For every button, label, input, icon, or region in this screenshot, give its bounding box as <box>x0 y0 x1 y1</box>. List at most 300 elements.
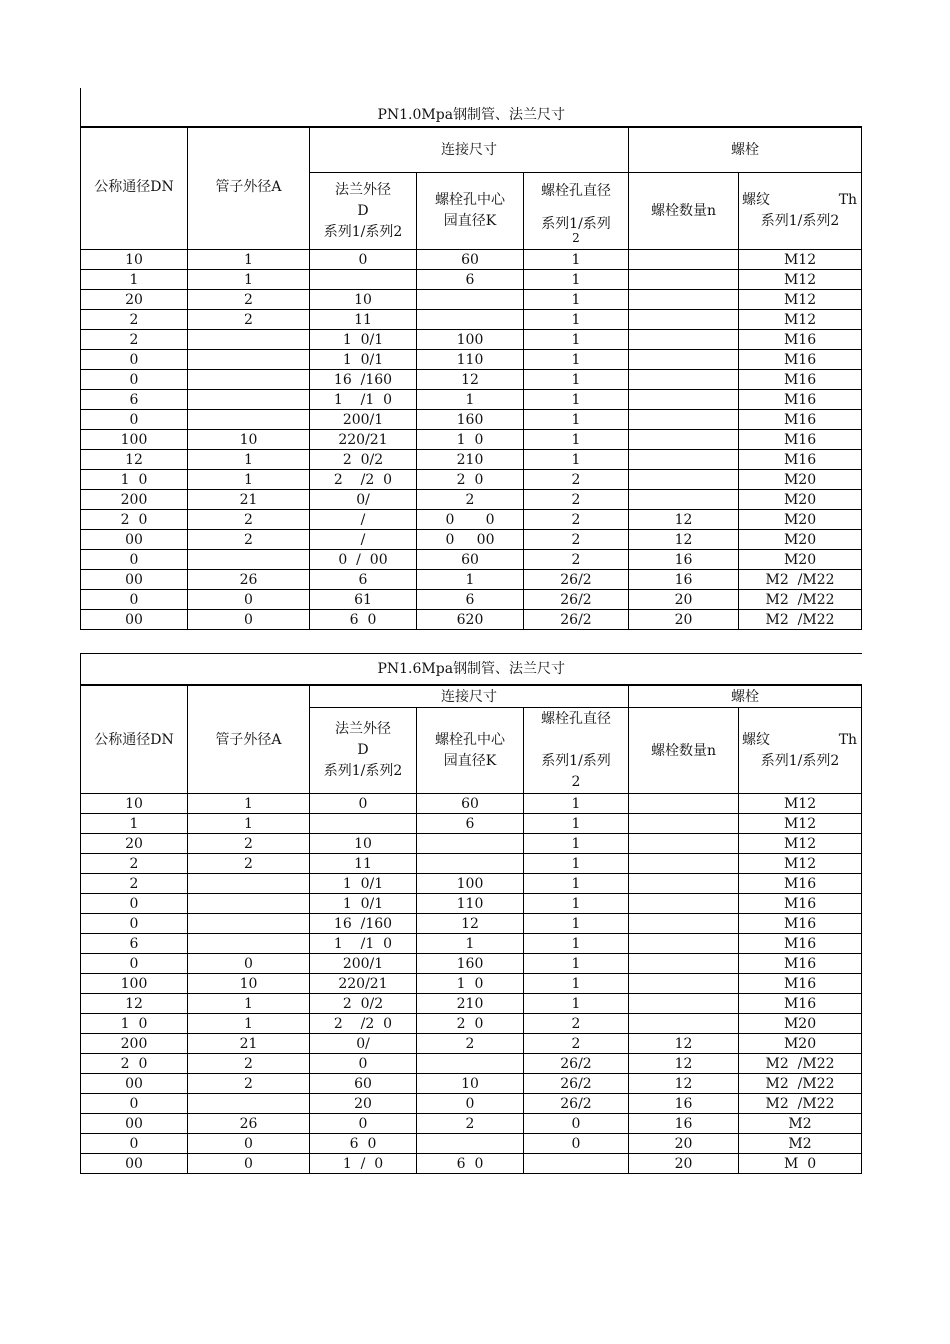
cell-bolt-count <box>629 370 739 390</box>
table-row <box>81 350 862 370</box>
cell-pipe-od <box>188 410 310 430</box>
cell-bolt-count: 12 <box>629 1054 739 1074</box>
cell-pipe-od <box>188 914 310 934</box>
cell-thread: M20 <box>739 1034 862 1054</box>
table-row <box>81 1054 862 1074</box>
cell-bolt-circle: 210 <box>417 450 524 470</box>
cell-dn: 1 0 <box>81 470 188 490</box>
cell-bolt-circle <box>417 834 524 854</box>
header-flange-od: 法兰外径 D 系列1/系列2 <box>310 173 417 250</box>
cell-bolt-hole: 1 <box>524 994 629 1014</box>
header-bolt-hole: 螺栓孔直径 系列1/系列 2 <box>524 708 629 794</box>
cell-flange-od: 0 <box>310 250 417 270</box>
cell-bolt-count <box>629 310 739 330</box>
cell-pipe-od: 1 <box>188 794 310 814</box>
cell-bolt-count: 12 <box>629 530 739 550</box>
cell-pipe-od: 2 <box>188 530 310 550</box>
cell-thread: M16 <box>739 350 862 370</box>
cell-thread: M16 <box>739 330 862 350</box>
cell-dn: 0 <box>81 954 188 974</box>
cell-bolt-circle: 1 <box>417 390 524 410</box>
cell-bolt-count: 12 <box>629 1034 739 1054</box>
table-title: PN1.6Mpa钢制管、法兰尺寸 <box>81 654 862 686</box>
cell-flange-od <box>310 270 417 290</box>
cell-bolt-circle: 6 <box>417 590 524 610</box>
cell-bolt-count <box>629 834 739 854</box>
cell-bolt-count: 12 <box>629 1074 739 1094</box>
cell-bolt-circle: 0 00 <box>417 530 524 550</box>
cell-bolt-hole: 1 <box>524 934 629 954</box>
header-connection: 连接尺寸 <box>310 685 629 708</box>
cell-flange-od: / <box>310 530 417 550</box>
cell-bolt-hole: 26/2 <box>524 1074 629 1094</box>
cell-flange-od: 1 0/1 <box>310 894 417 914</box>
cell-dn: 100 <box>81 974 188 994</box>
cell-flange-od: 1 /1 0 <box>310 934 417 954</box>
cell-bolt-hole: 1 <box>524 450 629 470</box>
table-row <box>81 1094 862 1114</box>
table-title: PN1.0Mpa钢制管、法兰尺寸 <box>81 88 862 127</box>
table-row <box>81 1114 862 1134</box>
cell-bolt-circle: 620 <box>417 610 524 630</box>
table-body <box>81 250 862 630</box>
cell-pipe-od: 26 <box>188 570 310 590</box>
table-row <box>81 470 862 490</box>
cell-bolt-hole: 1 <box>524 914 629 934</box>
cell-bolt-circle: 6 <box>417 270 524 290</box>
table-row <box>81 570 862 590</box>
cell-pipe-od: 2 <box>188 1074 310 1094</box>
cell-pipe-od: 0 <box>188 610 310 630</box>
cell-flange-od: 11 <box>310 310 417 330</box>
cell-flange-od: 16 /160 <box>310 370 417 390</box>
cell-dn: 6 <box>81 390 188 410</box>
header-bolt-count: 螺栓数量n <box>629 708 739 794</box>
cell-thread: M20 <box>739 490 862 510</box>
cell-bolt-count <box>629 430 739 450</box>
cell-flange-od: 1 / 0 <box>310 1154 417 1174</box>
cell-thread: M12 <box>739 814 862 834</box>
cell-bolt-count <box>629 874 739 894</box>
cell-thread: M16 <box>739 934 862 954</box>
cell-dn: 00 <box>81 530 188 550</box>
table-row <box>81 894 862 914</box>
cell-pipe-od: 1 <box>188 270 310 290</box>
cell-dn: 00 <box>81 610 188 630</box>
cell-bolt-count <box>629 914 739 934</box>
cell-dn: 12 <box>81 994 188 1014</box>
cell-pipe-od <box>188 390 310 410</box>
cell-dn: 0 <box>81 550 188 570</box>
table-row <box>81 934 862 954</box>
cell-bolt-hole: 1 <box>524 350 629 370</box>
cell-pipe-od: 2 <box>188 510 310 530</box>
cell-dn: 20 <box>81 834 188 854</box>
cell-bolt-circle: 160 <box>417 954 524 974</box>
cell-dn: 2 0 <box>81 510 188 530</box>
cell-flange-od: 220/21 <box>310 430 417 450</box>
table-row <box>81 610 862 630</box>
table-row <box>81 490 862 510</box>
cell-pipe-od: 2 <box>188 290 310 310</box>
cell-dn: 20 <box>81 290 188 310</box>
cell-thread: M16 <box>739 974 862 994</box>
cell-flange-od: 200/1 <box>310 954 417 974</box>
cell-bolt-circle: 2 0 <box>417 1014 524 1034</box>
cell-bolt-count <box>629 814 739 834</box>
cell-bolt-circle: 6 0 <box>417 1154 524 1174</box>
cell-bolt-count <box>629 1014 739 1034</box>
cell-thread: M 0 <box>739 1154 862 1174</box>
cell-pipe-od <box>188 874 310 894</box>
cell-bolt-circle: 110 <box>417 350 524 370</box>
cell-dn: 10 <box>81 250 188 270</box>
cell-pipe-od <box>188 350 310 370</box>
cell-dn: 00 <box>81 1114 188 1134</box>
cell-bolt-hole: 26/2 <box>524 1054 629 1074</box>
cell-bolt-count <box>629 410 739 430</box>
cell-bolt-circle: 210 <box>417 994 524 1014</box>
table-row <box>81 954 862 974</box>
header-dn: 公称通径DN <box>81 685 188 794</box>
cell-dn: 0 <box>81 1134 188 1154</box>
cell-dn: 2 0 <box>81 1054 188 1074</box>
cell-flange-od <box>310 814 417 834</box>
cell-dn: 12 <box>81 450 188 470</box>
cell-thread: M12 <box>739 794 862 814</box>
cell-bolt-count <box>629 934 739 954</box>
cell-bolt-count <box>629 390 739 410</box>
cell-flange-od: 10 <box>310 290 417 310</box>
cell-bolt-circle: 1 0 <box>417 974 524 994</box>
cell-thread: M12 <box>739 270 862 290</box>
table-row <box>81 974 862 994</box>
cell-dn: 0 <box>81 370 188 390</box>
cell-dn: 0 <box>81 350 188 370</box>
cell-bolt-hole: 1 <box>524 330 629 350</box>
cell-bolt-count <box>629 854 739 874</box>
cell-pipe-od: 2 <box>188 1054 310 1074</box>
cell-bolt-hole: 1 <box>524 410 629 430</box>
table-row <box>81 1154 862 1174</box>
cell-bolt-hole: 1 <box>524 370 629 390</box>
cell-bolt-hole: 2 <box>524 510 629 530</box>
cell-bolt-hole: 1 <box>524 270 629 290</box>
cell-bolt-count <box>629 450 739 470</box>
cell-bolt-count <box>629 330 739 350</box>
cell-thread: M16 <box>739 410 862 430</box>
cell-bolt-circle: 160 <box>417 410 524 430</box>
cell-bolt-hole: 1 <box>524 974 629 994</box>
cell-flange-od: / <box>310 510 417 530</box>
cell-bolt-circle: 100 <box>417 330 524 350</box>
cell-bolt-circle: 60 <box>417 550 524 570</box>
cell-bolt-circle <box>417 310 524 330</box>
cell-thread: M12 <box>739 290 862 310</box>
cell-bolt-hole: 2 <box>524 530 629 550</box>
cell-thread: M2 /M22 <box>739 590 862 610</box>
cell-bolt-count: 16 <box>629 570 739 590</box>
cell-bolt-hole: 1 <box>524 854 629 874</box>
cell-bolt-count: 16 <box>629 550 739 570</box>
cell-bolt-hole: 0 <box>524 1134 629 1154</box>
table-row <box>81 814 862 834</box>
cell-thread: M16 <box>739 954 862 974</box>
cell-bolt-hole: 2 <box>524 470 629 490</box>
cell-bolt-circle <box>417 290 524 310</box>
cell-thread: M2 <box>739 1114 862 1134</box>
cell-bolt-count <box>629 290 739 310</box>
cell-pipe-od: 0 <box>188 954 310 974</box>
cell-bolt-count: 12 <box>629 510 739 530</box>
cell-thread: M16 <box>739 874 862 894</box>
header-flange-od: 法兰外径 D 系列1/系列2 <box>310 708 417 794</box>
cell-thread: M20 <box>739 510 862 530</box>
cell-pipe-od: 2 <box>188 854 310 874</box>
cell-flange-od: 1 /1 0 <box>310 390 417 410</box>
table-row <box>81 510 862 530</box>
cell-bolt-circle: 100 <box>417 874 524 894</box>
cell-bolt-hole <box>524 1154 629 1174</box>
cell-bolt-circle: 12 <box>417 914 524 934</box>
cell-thread: M12 <box>739 854 862 874</box>
cell-dn: 1 <box>81 270 188 290</box>
cell-flange-od: 6 0 <box>310 610 417 630</box>
cell-bolt-circle: 2 <box>417 1114 524 1134</box>
cell-thread: M20 <box>739 470 862 490</box>
cell-dn: 0 <box>81 590 188 610</box>
cell-bolt-circle: 60 <box>417 794 524 814</box>
cell-bolt-count <box>629 490 739 510</box>
table-row <box>81 250 862 270</box>
cell-bolt-circle: 2 <box>417 490 524 510</box>
cell-pipe-od <box>188 370 310 390</box>
header-pipe-od: 管子外径A <box>188 685 310 794</box>
table-row <box>81 550 862 570</box>
table-row <box>81 834 862 854</box>
table-row <box>81 914 862 934</box>
cell-pipe-od: 1 <box>188 814 310 834</box>
pn16-flange-table <box>80 653 861 1174</box>
cell-bolt-hole: 1 <box>524 874 629 894</box>
cell-flange-od: 200/1 <box>310 410 417 430</box>
cell-pipe-od: 1 <box>188 450 310 470</box>
cell-flange-od: 11 <box>310 854 417 874</box>
cell-pipe-od: 0 <box>188 1134 310 1154</box>
cell-thread: M2 /M22 <box>739 610 862 630</box>
table-row <box>81 1014 862 1034</box>
cell-bolt-count <box>629 250 739 270</box>
cell-flange-od: 2 /2 0 <box>310 470 417 490</box>
cell-bolt-count <box>629 470 739 490</box>
cell-bolt-circle <box>417 1054 524 1074</box>
cell-flange-od: 2 0/2 <box>310 994 417 1014</box>
cell-bolt-count <box>629 974 739 994</box>
cell-flange-od: 0 <box>310 1054 417 1074</box>
cell-bolt-circle <box>417 1134 524 1154</box>
table-row <box>81 1134 862 1154</box>
cell-thread: M2 /M22 <box>739 1054 862 1074</box>
cell-bolt-circle: 110 <box>417 894 524 914</box>
cell-pipe-od: 2 <box>188 310 310 330</box>
table-row <box>81 1074 862 1094</box>
table-row <box>81 390 862 410</box>
cell-bolt-hole: 1 <box>524 390 629 410</box>
header-connection: 连接尺寸 <box>310 127 629 173</box>
table-row <box>81 290 862 310</box>
cell-bolt-hole: 26/2 <box>524 610 629 630</box>
cell-bolt-circle: 2 0 <box>417 470 524 490</box>
cell-dn: 1 0 <box>81 1014 188 1034</box>
cell-pipe-od: 2 <box>188 834 310 854</box>
cell-bolt-count: 20 <box>629 1134 739 1154</box>
cell-bolt-circle: 1 0 <box>417 430 524 450</box>
cell-bolt-hole: 1 <box>524 954 629 974</box>
cell-dn: 2 <box>81 310 188 330</box>
header-pipe-od: 管子外径A <box>188 127 310 250</box>
header-thread: 螺纹 Th 系列1/系列2 <box>739 173 862 250</box>
cell-bolt-hole: 2 <box>524 1014 629 1034</box>
cell-thread: M16 <box>739 914 862 934</box>
cell-pipe-od: 21 <box>188 490 310 510</box>
cell-pipe-od: 1 <box>188 470 310 490</box>
cell-bolt-hole: 1 <box>524 794 629 814</box>
cell-dn: 0 <box>81 1094 188 1114</box>
cell-bolt-hole: 0 <box>524 1114 629 1134</box>
cell-pipe-od <box>188 934 310 954</box>
cell-bolt-count <box>629 894 739 914</box>
cell-bolt-hole: 26/2 <box>524 1094 629 1114</box>
cell-flange-od: 60 <box>310 1074 417 1094</box>
cell-flange-od: 0/ <box>310 1034 417 1054</box>
cell-bolt-circle: 0 <box>417 1094 524 1114</box>
cell-flange-od: 16 /160 <box>310 914 417 934</box>
cell-pipe-od: 0 <box>188 590 310 610</box>
cell-thread: M2 /M22 <box>739 1094 862 1114</box>
cell-pipe-od <box>188 330 310 350</box>
cell-bolt-count: 16 <box>629 1114 739 1134</box>
cell-bolt-count: 20 <box>629 1154 739 1174</box>
table-row <box>81 270 862 290</box>
pn10-flange-table <box>80 88 861 630</box>
cell-thread: M2 /M22 <box>739 1074 862 1094</box>
table-row <box>81 530 862 550</box>
cell-bolt-count <box>629 270 739 290</box>
cell-dn: 10 <box>81 794 188 814</box>
cell-bolt-hole: 1 <box>524 834 629 854</box>
cell-dn: 6 <box>81 934 188 954</box>
header-dn: 公称通径DN <box>81 127 188 250</box>
cell-bolt-hole: 1 <box>524 894 629 914</box>
cell-bolt-circle: 6 <box>417 814 524 834</box>
cell-pipe-od: 1 <box>188 1014 310 1034</box>
cell-thread: M16 <box>739 390 862 410</box>
cell-thread: M16 <box>739 370 862 390</box>
cell-bolt-count <box>629 954 739 974</box>
cell-bolt-hole: 1 <box>524 430 629 450</box>
cell-dn: 0 <box>81 410 188 430</box>
cell-bolt-hole: 2 <box>524 550 629 570</box>
cell-bolt-count <box>629 994 739 1014</box>
cell-dn: 0 <box>81 914 188 934</box>
cell-pipe-od: 10 <box>188 974 310 994</box>
table-body <box>81 794 862 1174</box>
table-row <box>81 310 862 330</box>
cell-bolt-count: 20 <box>629 590 739 610</box>
cell-pipe-od: 1 <box>188 994 310 1014</box>
table-row <box>81 874 862 894</box>
cell-thread: M20 <box>739 530 862 550</box>
cell-bolt-hole: 1 <box>524 814 629 834</box>
cell-thread: M12 <box>739 250 862 270</box>
cell-flange-od: 1 0/1 <box>310 350 417 370</box>
cell-pipe-od: 0 <box>188 1154 310 1174</box>
table-row <box>81 854 862 874</box>
cell-dn: 200 <box>81 490 188 510</box>
cell-bolt-circle: 60 <box>417 250 524 270</box>
header-bolt: 螺栓 <box>629 127 862 173</box>
header-thread: 螺纹 Th 系列1/系列2 <box>739 708 862 794</box>
table-row <box>81 430 862 450</box>
cell-bolt-count: 20 <box>629 610 739 630</box>
cell-flange-od: 1 0/1 <box>310 330 417 350</box>
cell-bolt-circle <box>417 854 524 874</box>
cell-dn: 00 <box>81 1074 188 1094</box>
table-row <box>81 370 862 390</box>
cell-bolt-hole: 1 <box>524 250 629 270</box>
cell-flange-od: 6 <box>310 570 417 590</box>
cell-bolt-count: 16 <box>629 1094 739 1114</box>
cell-bolt-hole: 2 <box>524 490 629 510</box>
cell-thread: M2 <box>739 1134 862 1154</box>
table-row <box>81 330 862 350</box>
cell-thread: M12 <box>739 310 862 330</box>
cell-thread: M20 <box>739 1014 862 1034</box>
cell-bolt-circle: 1 <box>417 934 524 954</box>
cell-bolt-circle: 10 <box>417 1074 524 1094</box>
cell-flange-od: 6 0 <box>310 1134 417 1154</box>
cell-pipe-od: 21 <box>188 1034 310 1054</box>
cell-bolt-hole: 26/2 <box>524 570 629 590</box>
cell-dn: 0 <box>81 894 188 914</box>
cell-flange-od: 0 <box>310 1114 417 1134</box>
cell-pipe-od: 26 <box>188 1114 310 1134</box>
cell-dn: 00 <box>81 1154 188 1174</box>
cell-thread: M2 /M22 <box>739 570 862 590</box>
cell-dn: 00 <box>81 570 188 590</box>
table-row <box>81 450 862 470</box>
header-bolt-hole: 螺栓孔直径 系列1/系列 2 <box>524 173 629 250</box>
table-row <box>81 994 862 1014</box>
cell-flange-od: 1 0/1 <box>310 874 417 894</box>
cell-thread: M12 <box>739 834 862 854</box>
cell-bolt-count <box>629 794 739 814</box>
table-row <box>81 590 862 610</box>
cell-flange-od: 61 <box>310 590 417 610</box>
cell-bolt-circle: 12 <box>417 370 524 390</box>
cell-pipe-od <box>188 550 310 570</box>
cell-thread: M16 <box>739 994 862 1014</box>
cell-flange-od: 2 0/2 <box>310 450 417 470</box>
cell-dn: 1 <box>81 814 188 834</box>
table-row <box>81 794 862 814</box>
cell-thread: M16 <box>739 894 862 914</box>
header-bolt-circle: 螺栓孔中心 园直径K <box>417 708 524 794</box>
header-bolt: 螺栓 <box>629 685 862 708</box>
cell-pipe-od <box>188 1094 310 1114</box>
table-row <box>81 410 862 430</box>
header-bolt-circle: 螺栓孔中心 园直径K <box>417 173 524 250</box>
